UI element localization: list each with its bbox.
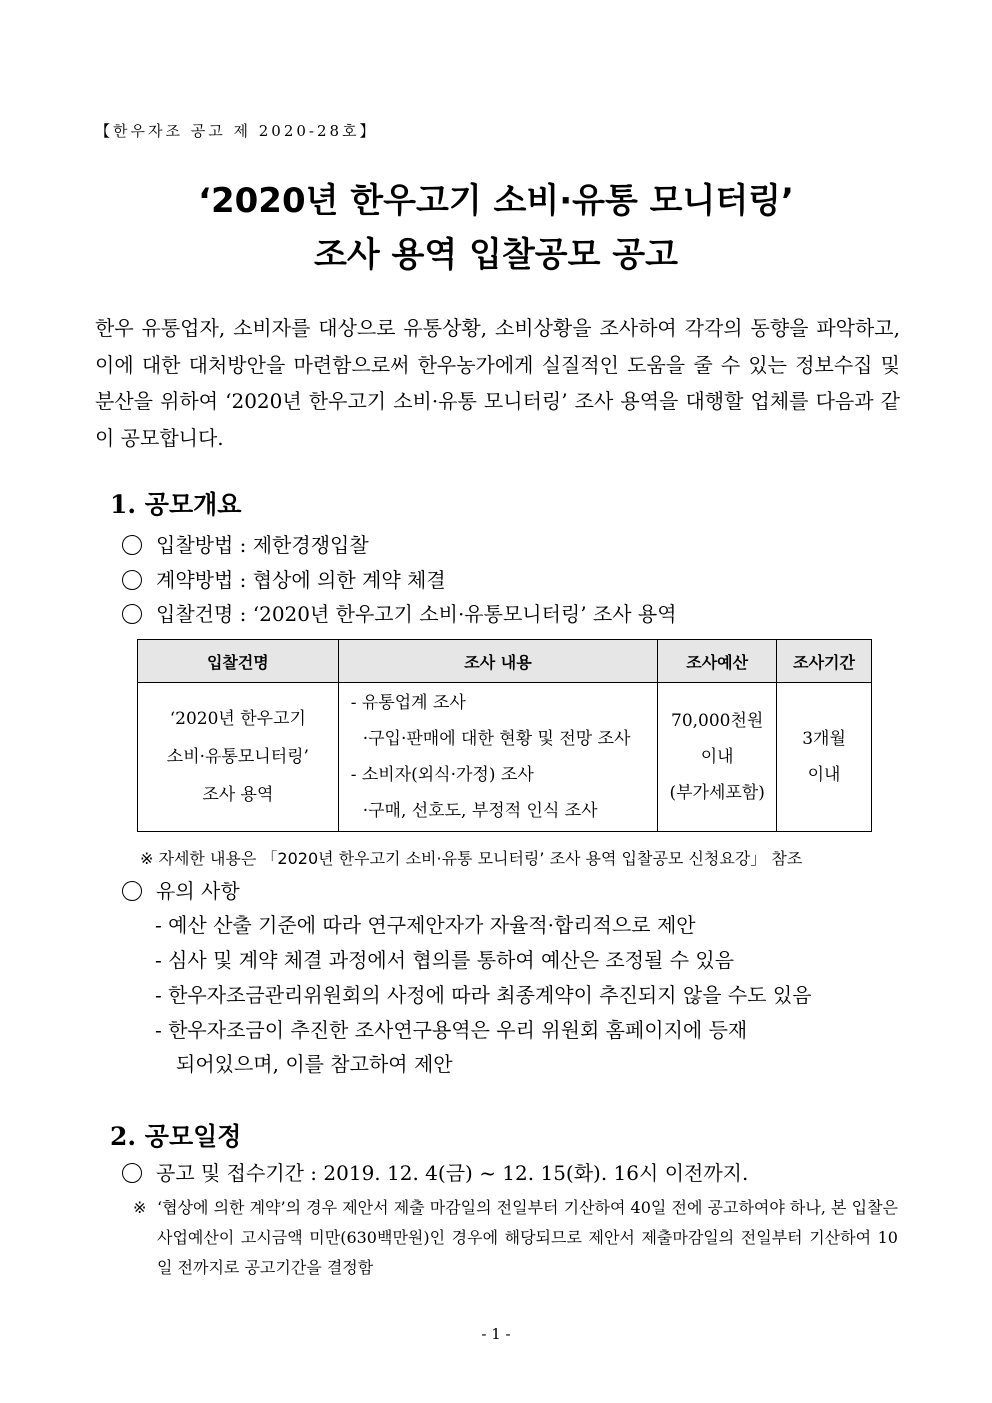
table-row	[138, 683, 872, 832]
caution-title: 유의 사항	[122, 875, 240, 904]
announcement-number: 【한우자조 공고 제 2020-28호】	[95, 122, 378, 140]
caution-item-continued: 되어있으며, 이를 참고하여 제안	[176, 1052, 453, 1076]
caution-item: - 심사 및 계약 체결 과정에서 협의를 통하여 예산은 조정될 수 있음	[155, 948, 735, 972]
overview-item-contract: 계약방법 : 협상에 의한 계약 체결	[122, 564, 446, 593]
circle-bullet-icon	[122, 570, 142, 590]
circle-bullet-icon	[122, 1163, 142, 1183]
cell-period: 3개월 이내	[777, 683, 872, 832]
page-number: - 1 -	[481, 1325, 511, 1343]
table-header-row	[138, 640, 872, 683]
circle-bullet-icon	[122, 604, 142, 624]
cell-bid-name: ‘2020년 한우고기 소비·유통모니터링’ 조사 용역	[138, 683, 339, 832]
schedule-item: 공고 및 접수기간 : 2019. 12. 4(금) ~ 12. 15(화). 16시 이전까지.	[122, 1157, 748, 1186]
header-content: 조사 내용	[338, 640, 658, 683]
header-budget: 조사예산	[658, 640, 777, 683]
caution-item: - 한우자조금관리위원회의 사정에 따라 최종계약이 추진되지 않을 수도 있음	[155, 983, 812, 1007]
overview-item-method: 입찰방법 : 제한경쟁입찰	[122, 529, 369, 558]
circle-bullet-icon	[122, 881, 142, 901]
cell-content: - 유통업계 조사 ·구입·판매에 대한 현황 및 전망 조사 - 소비자(외식·가정) 조사 ·구매, 선호도, 부정적 인식 조사	[338, 683, 658, 832]
circle-bullet-icon	[122, 535, 142, 555]
section-2-heading: 2. 공모일정	[110, 1122, 242, 1151]
title-line-2: 조사 용역 입찰공모 공고	[314, 235, 678, 275]
overview-item-name: 입찰건명 : ‘2020년 한우고기 소비·유통모니터링’ 조사 용역	[122, 598, 677, 627]
section-1-heading: 1. 공모개요	[110, 490, 242, 519]
caution-item: - 예산 산출 기준에 따라 연구제안자가 자율적·합리적으로 제안	[155, 913, 696, 937]
header-period: 조사기간	[777, 640, 872, 683]
header-bid-name: 입찰건명	[138, 640, 339, 683]
title-line-1: ‘2020년 한우고기 소비·유통 모니터링’	[198, 181, 794, 221]
cell-budget: 70,000천원 이내 (부가세포함)	[658, 683, 777, 832]
intro-paragraph: 한우 유통업자, 소비자를 대상으로 유통상황, 소비상황을 조사하여 각각의 동향을 파악하고, 이에 대한 대처방안을 마련함으로써 한우농가에게 실질적인 도움을 줄 수 있는 정보수집 및 분산을 위하여 ‘2020년 한우고기 소비·유통 모니터링’ 조사 용역을 대행할 업체를 다음과 같이 공모합니다.	[95, 316, 900, 450]
caution-item: - 한우자조금이 추진한 조사연구용역은 우리 위원회 홈페이지에 등재	[155, 1018, 748, 1042]
schedule-note: ※ ‘협상에 의한 계약’의 경우 제안서 제출 마감일의 전일부터 기산하여 40일 전에 공고하여야 하나, 본 입찰은 사업예산이 고시금액 미만(630백만원)인 경우에 해당되므로 제안서 제출마감일의 전일부터 기산하여 10일 전까지로 공고기간을 결정함	[133, 1193, 898, 1283]
reference-mark-icon: ※	[133, 1198, 147, 1217]
reference-note: ※ 자세한 내용은 「2020년 한우고기 소비·유통 모니터링’ 조사 용역 입찰공모 신청요강」 참조	[140, 849, 803, 868]
bid-summary-table	[137, 639, 872, 832]
